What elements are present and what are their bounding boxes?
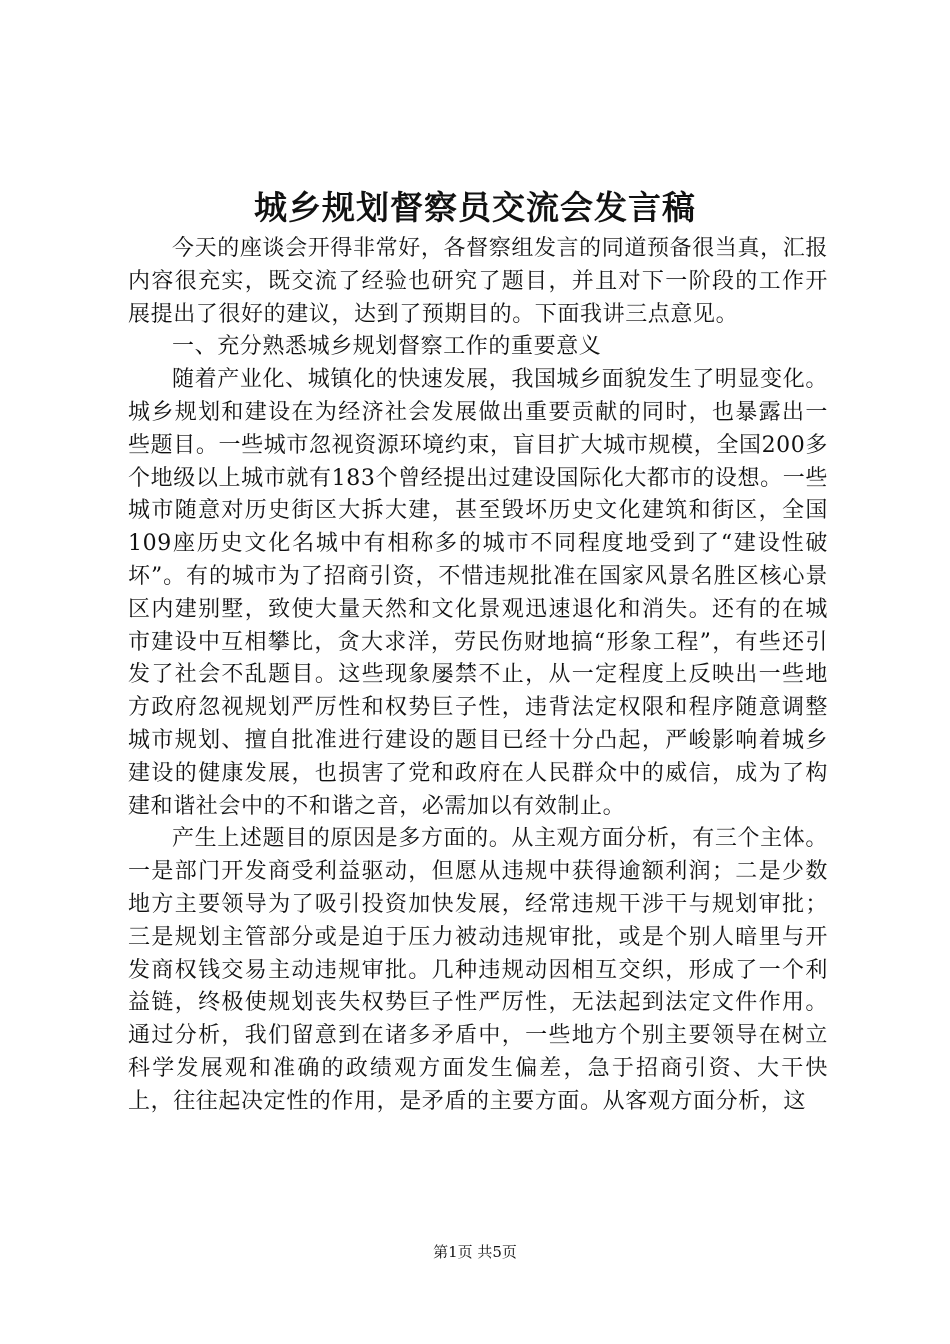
paragraph-intro: 今天的座谈会开得非常好，各督察组发言的同道预备很当真，汇报内容很充实，既交流了经验也研究了题目，并且对下一阶段的工作开展提出了很好的建议，达到了预期目的。下面我讲三点意见。 xyxy=(128,236,828,327)
document-body xyxy=(128,233,828,1119)
paragraph-causes: 产生上述题目的原因是多方面的。从主观方面分析，有三个主体。一是部门开发商受利益驱动，但愿从违规中获得逾额利润；二是少数地方主要领导为了吸引投资加快发展，经常违规干涉干与规划审批；三是规划主管部分或是迫于压力被动违规审批，或是个别人暗里与开发商权钱交易主动违规审批。几种违规动因相互交织，形成了一个利益链，终极使规划丧失权势巨子性严厉性，无法起到法定文件作用。通过分析，我们留意到在诸多矛盾中，一些地方个别主要领导在树立科学发展观和准确的政绩观方面发生偏差，急于招商引资、大干快上，往往起决定性的作用，是矛盾的主要方面。从客观方面分析，这 xyxy=(128,826,828,1114)
paragraph-background: 随着产业化、城镇化的快速发展，我国城乡面貌发生了明显变化。城乡规划和建设在为经济社会发展做出重要贡献的同时，也暴露出一些题目。一些城市忽视资源环境约束，盲目扩大城市规模，全国200多个地级以上城市就有183个曾经提出过建设国际化大都市的设想。一些城市随意对历史街区大拆大建，甚至毁坏历史文化建筑和街区，全国109座历史文化名城中有相称多的城市不同程度地受到了“建设性破坏”。有的城市为了招商引资，不惜违规批准在国家风景名胜区核心景区内建别墅，致使大量天然和文化景观迅速退化和消失。还有的在城市建设中互相攀比，贪大求洋，劳民伤财地搞“形象工程”，有些还引发了社会不乱题目。这些现象屡禁不止，从一定程度上反映出一些地方政府忽视规划严厉性和权势巨子性，违背法定权限和程序随意调整城市规划、擅自批准进行建设的题目已经十分凸起，严峻影响着城乡建设的健康发展，也损害了党和政府在人民群众中的威信，成为了构建和谐社会中的不和谐之音，必需加以有效制止。 xyxy=(128,367,828,819)
document-title: 城乡规划督察员交流会发言稿 xyxy=(254,188,696,227)
page-footer: 第1页 共5页 xyxy=(433,1243,517,1261)
section-heading-1: 一、充分熟悉城乡规划督察工作的重要意义 xyxy=(172,334,602,360)
